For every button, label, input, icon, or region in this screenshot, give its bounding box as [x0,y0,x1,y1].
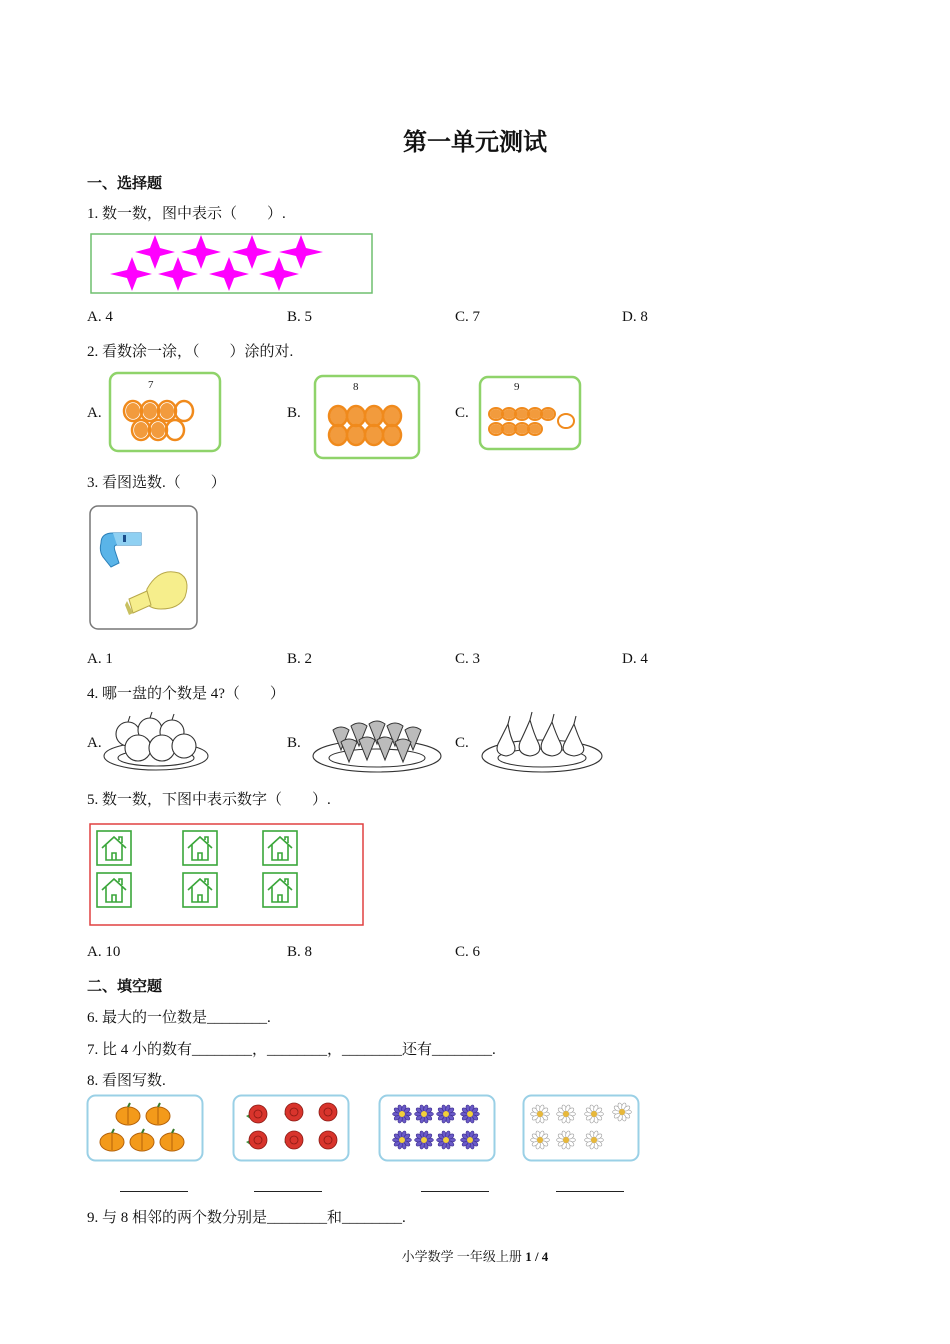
q3-option-d[interactable]: D. 4 [622,651,648,667]
q5-option-c[interactable]: C. 6 [455,944,481,960]
rose-icon [319,1103,337,1121]
q4-option-b-label[interactable]: B. [287,735,301,751]
footer-subject: 小学数学 一年级上册 [401,1249,526,1264]
house-icon [97,873,131,907]
page-number: 1 / 4 [525,1249,549,1264]
q2-card-c-number: 9 [514,381,520,393]
question-6-text: 6. 最大的一位数是________. [87,1010,271,1026]
rose-icon [249,1105,267,1123]
q4-option-c-label[interactable]: C. [455,735,469,751]
q2-option-a-label[interactable]: A. [87,405,102,421]
page-title: 第一单元测试 [403,130,547,156]
question-3-text: 3. 看图选数.（ ） [87,475,226,491]
strawberry-icon [395,739,411,762]
q5-house-figure [89,823,365,927]
q2-card-c[interactable] [478,375,582,451]
pear-icon [541,722,562,756]
rose-icon [285,1103,303,1121]
q3-option-c[interactable]: C. 3 [455,651,481,667]
q8-answer-blank-4[interactable] [556,1190,624,1192]
q8-card-white-flowers [522,1094,640,1162]
star-icon [110,257,152,291]
q4-plate-apples[interactable] [102,710,210,774]
q4-plate-strawberries[interactable] [311,710,443,776]
q2-card-b[interactable] [313,374,421,460]
section-heading-fill: 二、填空题 [87,977,163,995]
q5-option-b[interactable]: B. 8 [287,944,313,960]
rose-icon [319,1131,337,1149]
question-1-text: 1. 数一数，图中表示（ ）. [87,206,286,222]
apple-icon [172,734,196,758]
q8-answer-blank-1[interactable] [120,1190,188,1192]
q8-answer-blank-3[interactable] [421,1190,489,1192]
question-5-text: 5. 数一数，下图中表示数字（ ）. [87,792,331,808]
star-icon [259,257,299,291]
q1-star-figure [90,233,374,295]
q1-option-b[interactable]: B. 5 [287,309,313,325]
page-footer [0,1246,950,1265]
star-icon [279,235,323,269]
q3-whistle-figure [89,505,199,631]
star-icon [158,257,198,291]
question-8-text: 8. 看图写数. [87,1073,166,1089]
question-4-text: 4. 哪一盘的个数是 4?（ ） [87,686,285,702]
q2-card-b-number: 8 [353,381,359,393]
star-icon [181,235,221,269]
pear-icon [519,720,540,756]
q1-option-c[interactable]: C. 7 [455,309,481,325]
question-2-text: 2. 看数涂一涂，（ ）涂的对. [87,344,294,360]
apple-icon [125,735,151,761]
rose-icon [249,1131,267,1149]
q4-plate-pears[interactable] [480,712,604,776]
q8-card-roses [232,1094,350,1162]
house-icon [263,831,297,865]
q8-card-purple-flowers [378,1094,496,1162]
question-7-text: 7. 比 4 小的数有________，________，________还有________. [87,1042,496,1058]
q4-option-a-label[interactable]: A. [87,735,102,751]
star-icon [135,235,175,269]
q1-option-a[interactable]: A. 4 [87,309,113,325]
q2-card-a-number: 7 [148,379,154,391]
rose-icon [285,1131,303,1149]
pear-icon [563,724,584,756]
question-9-text: 9. 与 8 相邻的两个数分别是________和________. [87,1210,406,1226]
star-icon [209,257,249,291]
house-icon [97,831,131,865]
q2-option-c-label[interactable]: C. [455,405,469,421]
house-icon [263,873,297,907]
q8-answer-blank-2[interactable] [254,1190,322,1192]
star-icon [232,235,272,269]
q3-option-b[interactable]: B. 2 [287,651,313,667]
q1-option-d[interactable]: D. 8 [622,309,648,325]
q5-option-a[interactable]: A. 10 [87,944,121,960]
section-heading-choice: 一、选择题 [87,174,163,192]
q2-card-a[interactable] [108,371,222,453]
q8-card-pumpkins [86,1094,204,1162]
q2-option-b-label[interactable]: B. [287,405,301,421]
house-icon [183,831,217,865]
q3-option-a[interactable]: A. 1 [87,651,113,667]
house-icon [183,873,217,907]
pear-icon [497,724,515,756]
apple-icon [149,735,175,761]
